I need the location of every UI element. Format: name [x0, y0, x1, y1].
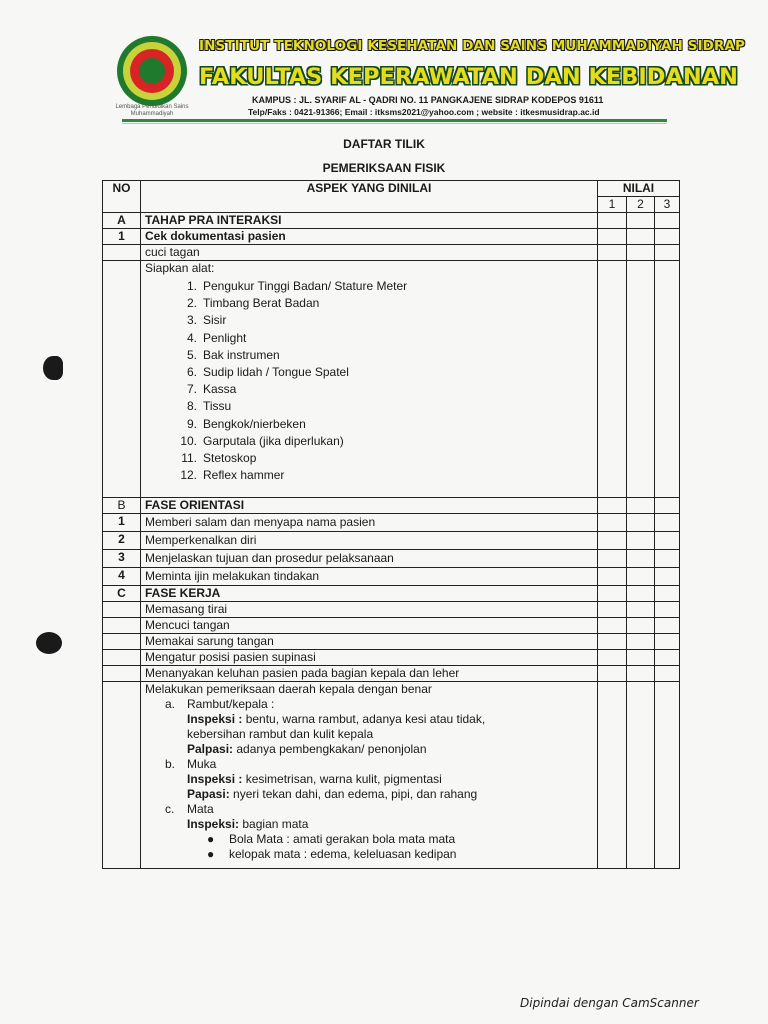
list-item: 8. Tissu	[186, 399, 232, 414]
column-header-no: NO	[103, 181, 141, 213]
score-cell[interactable]	[626, 514, 654, 532]
score-cell[interactable]	[654, 634, 679, 650]
row-no	[103, 602, 141, 618]
score-cell[interactable]	[626, 498, 654, 514]
equipment-heading: Siapkan alat:	[145, 261, 215, 275]
score-cell[interactable]	[597, 514, 626, 532]
score-cell[interactable]	[597, 532, 626, 550]
score-cell[interactable]	[626, 682, 654, 869]
table-row	[103, 550, 680, 568]
document-title: DAFTAR TILIK	[343, 137, 425, 151]
header-rule-thin	[122, 123, 667, 124]
university-logo-icon	[117, 36, 187, 106]
exam-sub-b: b. Muka	[165, 757, 217, 771]
exam-heading: Melakukan pemeriksaan daerah kepala dengan benar	[145, 682, 432, 696]
score-cell[interactable]	[597, 666, 626, 682]
table-row	[103, 602, 680, 618]
row-no	[103, 650, 141, 666]
row-no: 4	[103, 568, 141, 586]
contact-line: Telp/Faks : 0421-91366; Email : itksms2021@yahoo.com ; website : itkesmusidrap.ac.id	[248, 107, 600, 117]
score-cell[interactable]	[626, 602, 654, 618]
score-cell[interactable]	[626, 666, 654, 682]
table-row	[103, 618, 680, 634]
row-aspek: Menjelaskan tujuan dan prosedur pelaksanaan	[141, 550, 598, 568]
score-cell[interactable]	[597, 634, 626, 650]
score-cell[interactable]	[626, 261, 654, 498]
document-subtitle: PEMERIKSAAN FISIK	[322, 161, 446, 175]
table-row	[103, 634, 680, 650]
table-row	[103, 532, 680, 550]
bullet-dot-icon: ●	[207, 847, 215, 861]
score-cell[interactable]	[597, 618, 626, 634]
row-no	[103, 261, 141, 498]
score-cell[interactable]	[597, 245, 626, 261]
score-cell[interactable]	[626, 650, 654, 666]
row-aspek	[141, 261, 598, 498]
row-aspek	[141, 682, 598, 869]
column-header-nilai: NILAI	[597, 181, 679, 197]
list-item: 12. Reflex hammer	[180, 468, 285, 483]
section-row-c	[103, 586, 680, 602]
score-cell[interactable]	[597, 498, 626, 514]
exam-a-inspeksi-cont: kebersihan rambut dan kulit kepala	[187, 727, 374, 741]
exam-b-palpasi: Papasi: nyeri tekan dahi, dan edema, pipi, dan rahang	[187, 787, 478, 801]
table-row	[103, 650, 680, 666]
score-cell[interactable]	[654, 514, 679, 532]
score-cell[interactable]	[626, 586, 654, 602]
exam-c-bullet: ● kelopak mata : edema, keleluasan kedipan	[207, 847, 457, 861]
list-item: 6. Sudip lidah / Tongue Spatel	[186, 365, 349, 380]
nilai-1-header: 1	[597, 197, 626, 213]
equipment-list	[145, 278, 593, 484]
score-cell[interactable]	[597, 550, 626, 568]
exam-sub-a: a. Rambut/kepala :	[165, 697, 275, 711]
faculty-name: FAKULTAS KEPERAWATAN DAN KEBIDANAN	[199, 64, 738, 90]
score-cell[interactable]	[654, 682, 679, 869]
list-item: 4. Penlight	[186, 330, 247, 345]
section-a-title: TAHAP PRA INTERAKSI	[141, 213, 598, 229]
score-cell[interactable]	[654, 532, 679, 550]
section-a-no: A	[103, 213, 141, 229]
nilai-3-header: 3	[654, 197, 679, 213]
bullet-dot-icon: ●	[207, 832, 215, 846]
list-item: 7. Kassa	[186, 382, 237, 397]
row-no	[103, 682, 141, 869]
exam-a-inspeksi: Inspeksi : bentu, warna rambut, adanya kesi atau tidak,	[187, 712, 486, 726]
score-cell[interactable]	[654, 245, 679, 261]
section-row-b	[103, 498, 680, 514]
row-aspek: Memberi salam dan menyapa nama pasien	[141, 514, 598, 532]
score-cell[interactable]	[654, 498, 679, 514]
score-cell[interactable]	[626, 634, 654, 650]
list-item: 10. Garputala (jika diperlukan)	[180, 433, 344, 448]
table-row	[103, 229, 680, 245]
row-no: 1	[103, 514, 141, 532]
table-row	[103, 666, 680, 682]
exam-sub-c: c. Mata	[165, 802, 214, 816]
score-cell[interactable]	[654, 586, 679, 602]
section-row-a	[103, 213, 680, 229]
row-no: 1	[103, 229, 141, 245]
table-row	[103, 568, 680, 586]
score-cell[interactable]	[597, 229, 626, 245]
row-aspek: Mengatur posisi pasien supinasi	[141, 650, 598, 666]
row-aspek: Memasang tirai	[141, 602, 598, 618]
exam-c-inspeksi: Inspeksi: bagian mata	[187, 817, 309, 831]
binder-hole-mark	[43, 356, 63, 380]
score-cell[interactable]	[597, 213, 626, 229]
score-cell[interactable]	[626, 568, 654, 586]
score-cell[interactable]	[597, 261, 626, 498]
score-cell[interactable]	[626, 229, 654, 245]
row-no: 2	[103, 532, 141, 550]
row-aspek: Meminta ijin melakukan tindakan	[141, 568, 598, 586]
list-item: 1. Pengukur Tinggi Badan/ Stature Meter	[186, 279, 408, 293]
letterhead	[112, 36, 746, 126]
list-item: 2. Timbang Berat Badan	[186, 296, 320, 311]
score-cell[interactable]	[626, 213, 654, 229]
scanner-watermark: Dipindai dengan CamScanner	[520, 996, 699, 1010]
score-cell[interactable]	[654, 213, 679, 229]
list-item: 9. Bengkok/nierbeken	[186, 416, 306, 431]
header-rule	[122, 119, 667, 122]
table-header-row	[103, 181, 680, 197]
score-cell[interactable]	[654, 550, 679, 568]
section-c-title: FASE KERJA	[141, 586, 598, 602]
campus-address: KAMPUS : JL. SYARIF AL - QADRI NO. 11 PANGKAJENE SIDRAP KODEPOS 91611	[252, 95, 604, 105]
score-cell[interactable]	[654, 568, 679, 586]
exam-c-bullet: ● Bola Mata : amati gerakan bola mata mata	[207, 832, 456, 846]
score-cell[interactable]	[597, 682, 626, 869]
column-header-aspek: ASPEK YANG DINILAI	[141, 181, 598, 213]
row-aspek: Cek dokumentasi pasien	[141, 229, 598, 245]
score-cell[interactable]	[626, 550, 654, 568]
score-cell[interactable]	[654, 261, 679, 498]
section-b-title: FASE ORIENTASI	[141, 498, 598, 514]
score-cell[interactable]	[597, 568, 626, 586]
row-no	[103, 634, 141, 650]
row-aspek: cuci tagan	[141, 245, 598, 261]
exam-a-palpasi: Palpasi: adanya pembengkakan/ penonjolan	[187, 742, 427, 756]
table-row	[103, 682, 680, 869]
score-cell[interactable]	[654, 602, 679, 618]
score-cell[interactable]	[626, 532, 654, 550]
score-cell[interactable]	[597, 586, 626, 602]
list-item: 11. Stetoskop	[181, 451, 257, 466]
row-no	[103, 666, 141, 682]
row-aspek: Menanyakan keluhan pasien pada bagian kepala dan leher	[141, 666, 598, 682]
table-row	[103, 514, 680, 532]
table-row	[103, 245, 680, 261]
binder-hole-mark	[36, 632, 62, 654]
list-item: 5. Bak instrumen	[186, 347, 280, 362]
row-aspek: Mencuci tangan	[141, 618, 598, 634]
score-cell[interactable]	[654, 650, 679, 666]
section-c-no: C	[103, 586, 141, 602]
table-row	[103, 261, 680, 498]
score-cell[interactable]	[626, 618, 654, 634]
score-cell[interactable]	[654, 229, 679, 245]
row-aspek: Memperkenalkan diri	[141, 532, 598, 550]
score-cell[interactable]	[626, 245, 654, 261]
list-item: 3. Sisir	[186, 313, 227, 328]
exam-b-inspeksi: Inspeksi : kesimetrisan, warna kulit, pigmentasi	[187, 772, 442, 786]
score-cell[interactable]	[654, 618, 679, 634]
logo-caption: Lembaga Pendidikan Sains Muhammadiyah	[115, 104, 189, 117]
checklist-table	[102, 180, 680, 869]
row-no	[103, 618, 141, 634]
score-cell[interactable]	[597, 602, 626, 618]
score-cell[interactable]	[654, 666, 679, 682]
row-no: 3	[103, 550, 141, 568]
row-aspek: Memakai sarung tangan	[141, 634, 598, 650]
row-no	[103, 245, 141, 261]
nilai-2-header: 2	[626, 197, 654, 213]
score-cell[interactable]	[597, 650, 626, 666]
institution-name: INSTITUT TEKNOLOGI KESEHATAN DAN SAINS MUHAMMADIYAH SIDRAP	[199, 38, 746, 54]
section-b-no: B	[103, 498, 141, 514]
